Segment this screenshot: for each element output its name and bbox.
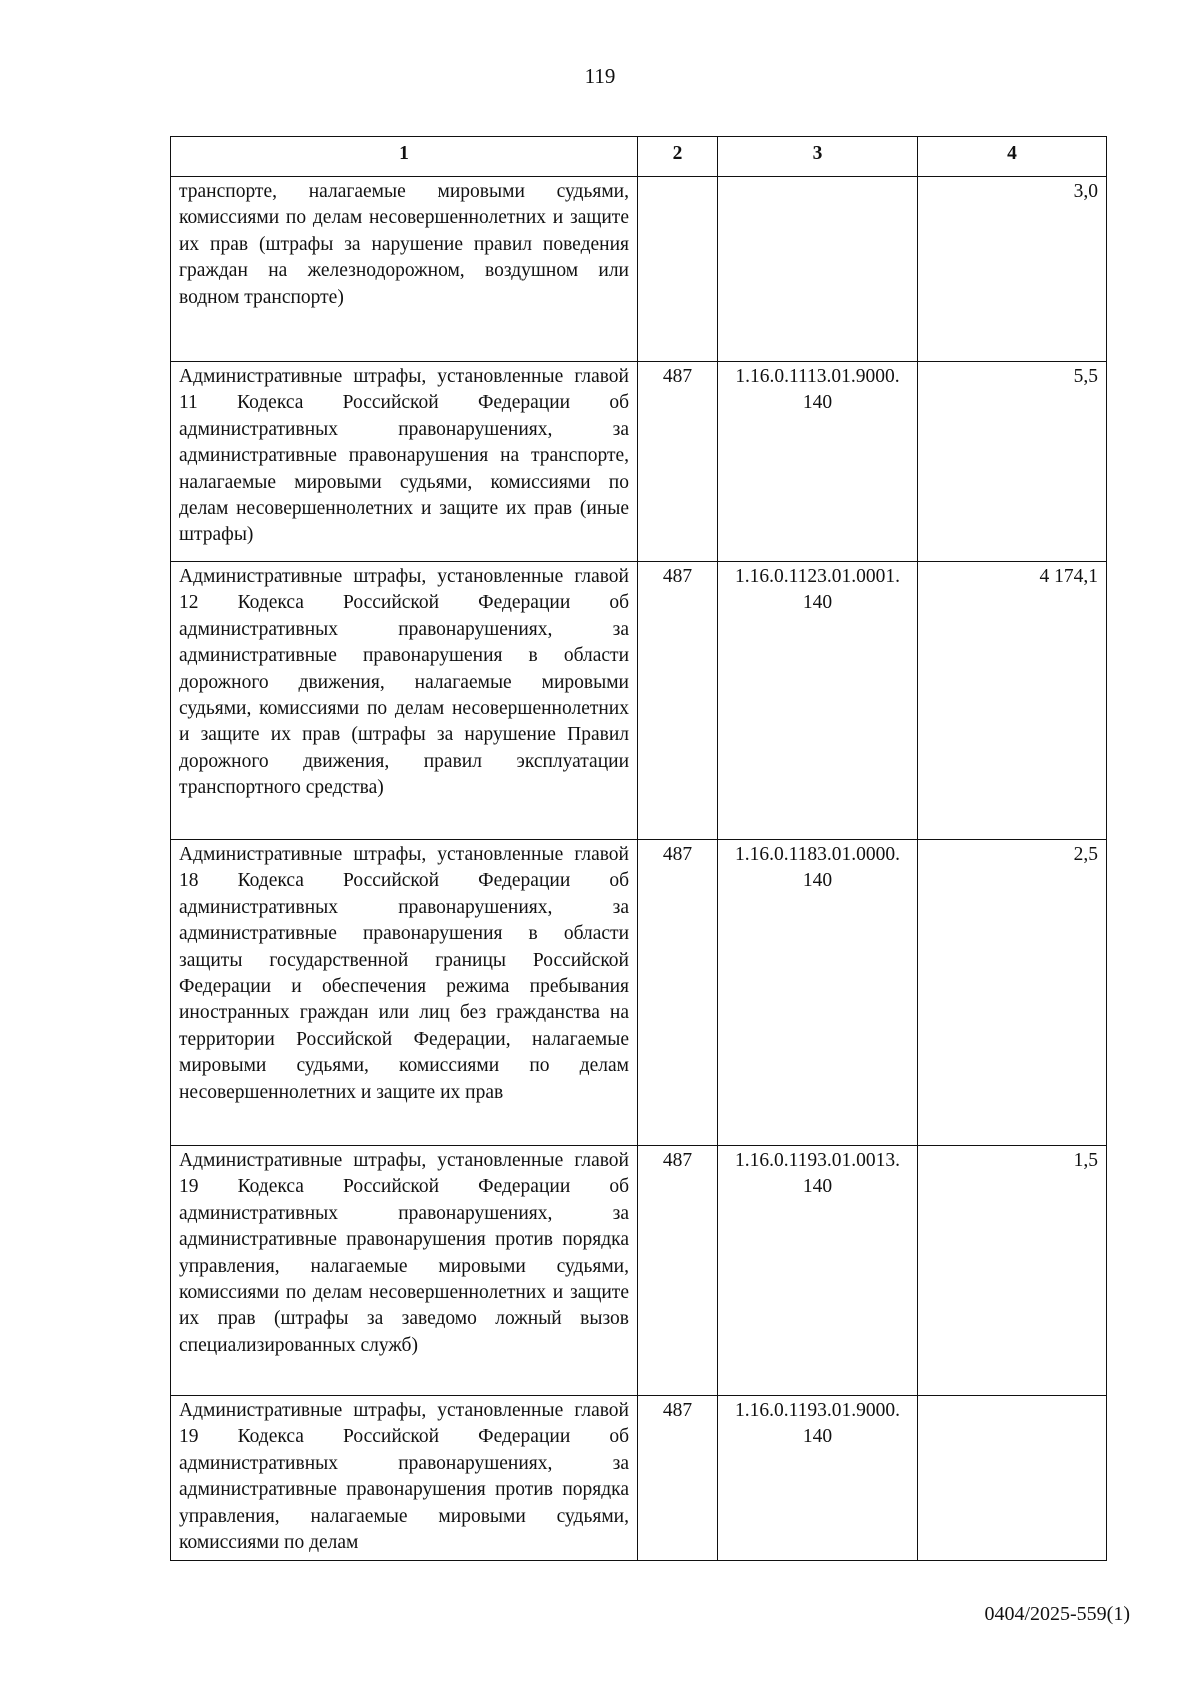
row-amount (918, 1396, 1107, 1561)
row-amount: 3,0 (918, 177, 1107, 362)
revenue-table (170, 136, 1107, 1561)
row-classification-code: 1.16.0.1193.01.9000. 140 (718, 1396, 918, 1561)
row-description: Административные штрафы, установленные главой 19 Кодекса Российской Федерации об административных правонарушениях, за административные правонарушения против порядка управления, налагаемые мировыми судьями, комиссиями по делам (171, 1396, 638, 1561)
row-admin-code (638, 177, 718, 362)
table-row (171, 840, 1107, 1146)
table-row (171, 362, 1107, 562)
header-col-1: 1 (171, 137, 638, 177)
header-col-2: 2 (638, 137, 718, 177)
row-admin-code: 487 (638, 1396, 718, 1561)
row-description: Административные штрафы, установленные главой 11 Кодекса Российской Федерации об административных правонарушениях, за административные правонарушения на транспорте, налагаемые мировыми судьями, комиссиями по делам несовершеннолетних и защите их прав (иные штрафы) (171, 362, 638, 562)
table-row (171, 562, 1107, 840)
row-amount: 5,5 (918, 362, 1107, 562)
row-classification-code: 1.16.0.1183.01.0000. 140 (718, 840, 918, 1146)
row-description: Административные штрафы, установленные главой 18 Кодекса Российской Федерации об административных правонарушениях, за административные правонарушения в области защиты государственной границы Российской Федерации и обеспечения режима пребывания иностранных граждан или лиц без гражданства на территории Российской Федерации, налагаемые мировыми судьями, комиссиями по делам несовершеннолетних и защите их прав (171, 840, 638, 1146)
table-row (171, 1146, 1107, 1396)
row-amount: 2,5 (918, 840, 1107, 1146)
row-classification-code (718, 177, 918, 362)
table-row (171, 1396, 1107, 1561)
row-admin-code: 487 (638, 562, 718, 840)
row-admin-code: 487 (638, 840, 718, 1146)
row-classification-code: 1.16.0.1193.01.0013. 140 (718, 1146, 918, 1396)
row-classification-code: 1.16.0.1123.01.0001. 140 (718, 562, 918, 840)
row-description: Административные штрафы, установленные главой 19 Кодекса Российской Федерации об административных правонарушениях, за административные правонарушения против порядка управления, налагаемые мировыми судьями, комиссиями по делам несовершеннолетних и защите их прав (штрафы за заведомо ложный вызов специализированных служб) (171, 1146, 638, 1396)
table-header-row (171, 137, 1107, 177)
row-classification-code: 1.16.0.1113.01.9000. 140 (718, 362, 918, 562)
document-id: 0404/2025-559(1) (984, 1603, 1130, 1625)
page-number: 119 (584, 64, 616, 88)
table-row (171, 177, 1107, 362)
row-amount: 4 174,1 (918, 562, 1107, 840)
row-description: транспорте, налагаемые мировыми судьями, комиссиями по делам несовершеннолетних и защите их прав (штрафы за нарушение правил поведения граждан на железнодорожном, воздушном или водном транспорте) (171, 177, 638, 362)
header-col-3: 3 (718, 137, 918, 177)
row-description: Административные штрафы, установленные главой 12 Кодекса Российской Федерации об административных правонарушениях, за административные правонарушения в области дорожного движения, налагаемые мировыми судьями, комиссиями по делам несовершеннолетних и защите их прав (штрафы за нарушение Правил дорожного движения, правил эксплуатации транспортного средства) (171, 562, 638, 840)
row-amount: 1,5 (918, 1146, 1107, 1396)
header-col-4: 4 (918, 137, 1107, 177)
row-admin-code: 487 (638, 1146, 718, 1396)
row-admin-code: 487 (638, 362, 718, 562)
